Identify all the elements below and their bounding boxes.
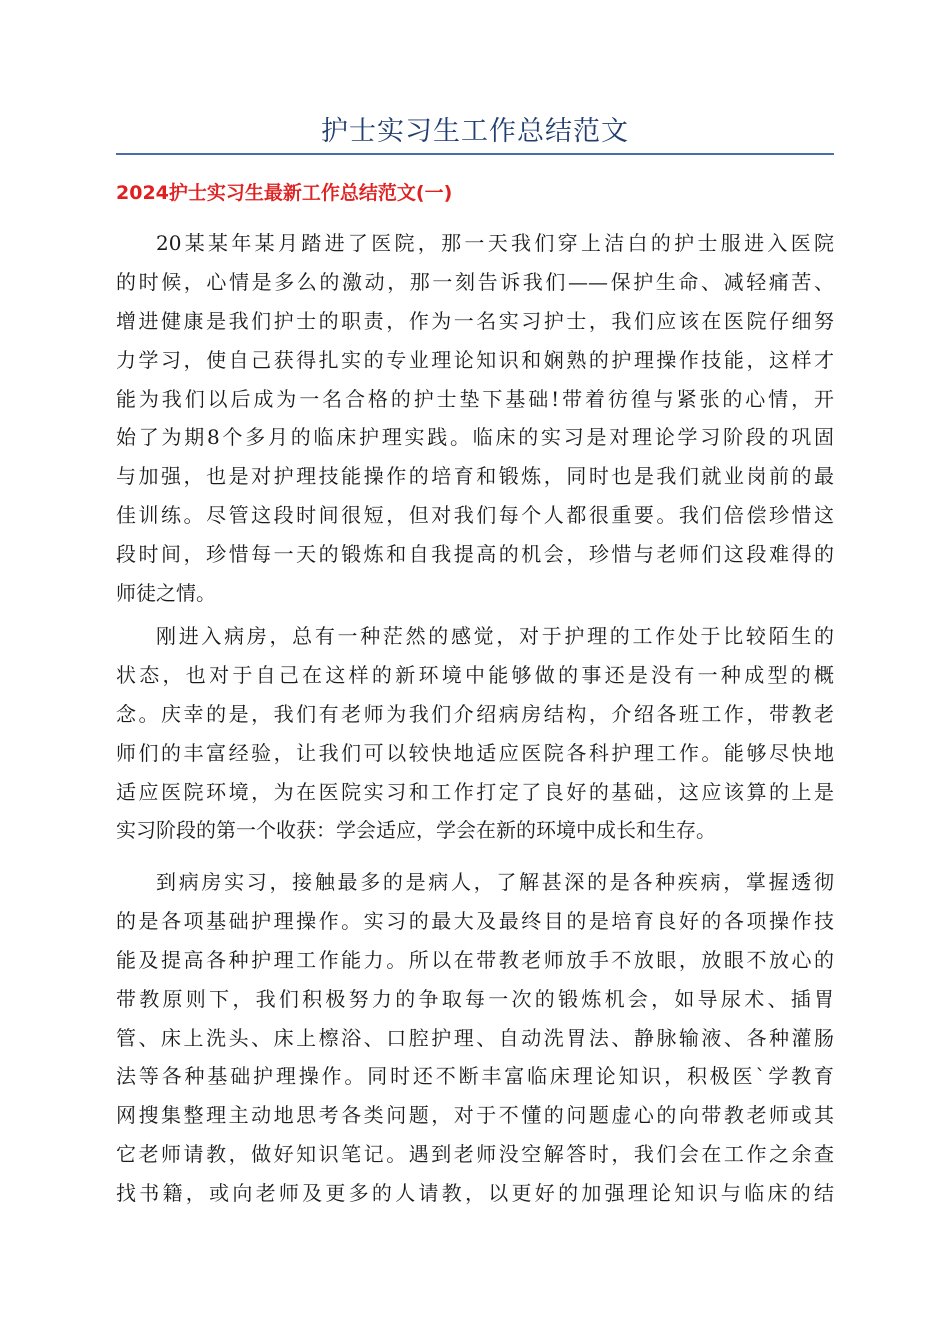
paragraph-line: 与加强，也是对护理技能操作的培育和锻炼，同时也是我们就业岗前的最	[116, 464, 834, 489]
paragraph-line: 到病房实习，接触最多的是病人，了解甚深的是各种疾病，掌握透彻	[156, 870, 834, 894]
paragraph-line: 段时间，珍惜每一天的锻炼和自我提高的机会，珍惜与老师们这段难得的	[116, 542, 834, 567]
paragraph-line: 找书籍，或向老师及更多的人请教，以更好的加强理论知识与临床的结	[116, 1181, 834, 1206]
paragraph-line: 刚进入病房，总有一种茫然的感觉，对于护理的工作处于比较陌生的	[156, 624, 834, 648]
paragraph-line: 网搜集整理主动地思考各类问题，对于不懂的问题虚心的向带教老师或其	[116, 1103, 834, 1128]
paragraph-line: 它老师请教，做好知识笔记。遇到老师没空解答时，我们会在工作之余查	[116, 1142, 834, 1167]
paragraph-line: 力学习，使自己获得扎实的专业理论知识和娴熟的护理操作技能，这样才	[116, 347, 834, 372]
paragraph-line: 实习阶段的第一个收获：学会适应，学会在新的环境中成长和生存。	[116, 818, 716, 843]
paragraph-line: 适应医院环境，为在医院实习和工作打定了良好的基础，这应该算的上是	[116, 779, 834, 804]
paragraph-line: 能及提高各种护理工作能力。所以在带教老师放手不放眼，放眼不放心的	[116, 947, 834, 972]
paragraph-line: 的时候，心情是多么的激动，那一刻告诉我们——保护生命、减轻痛苦、	[116, 269, 834, 294]
paragraph-line: 师徒之情。	[116, 581, 216, 606]
paragraph-line: 念。庆幸的是，我们有老师为我们介绍病房结构，介绍各班工作，带教老	[116, 701, 834, 726]
paragraph-line: 师们的丰富经验，让我们可以较快地适应医院各科护理工作。能够尽快地	[116, 740, 834, 765]
paragraph-2	[116, 617, 834, 850]
paragraph-line: 状态，也对于自己在这样的新环境中能够做的事还是没有一种成型的概	[116, 662, 834, 687]
paragraph-line: 20某某年某月踏进了医院，那一天我们穿上洁白的护士服进入医院	[156, 231, 834, 255]
section-heading: 2024护士实习生最新工作总结范文(一)	[116, 182, 453, 204]
paragraph-line: 法等各种基础护理操作。同时还不断丰富临床理论知识，积极医`学教育	[116, 1064, 834, 1089]
paragraph-line: 的是各项基础护理操作。实习的最大及最终目的是培育良好的各项操作技	[116, 908, 834, 933]
title-divider	[116, 153, 834, 155]
paragraph-line: 增进健康是我们护士的职责，作为一名实习护士，我们应该在医院仔细努	[116, 308, 834, 333]
paragraph-1	[116, 224, 834, 613]
paragraph-3	[116, 863, 834, 1213]
paragraph-line: 管、床上洗头、床上檫浴、口腔护理、自动洗胃法、静脉输液、各种灌肠	[116, 1025, 834, 1050]
paragraph-line: 能为我们以后成为一名合格的护士垫下基础!带着彷徨与紧张的心情，开	[116, 386, 834, 411]
paragraph-line: 佳训练。尽管这段时间很短，但对我们每个人都很重要。我们倍偿珍惜这	[116, 503, 834, 528]
paragraph-line: 始了为期8个多月的临床护理实践。临床的实习是对理论学习阶段的巩固	[116, 425, 834, 450]
document-title: 护士实习生工作总结范文	[321, 116, 629, 147]
paragraph-line: 带教原则下，我们积极努力的争取每一次的锻炼机会，如导尿术、插胃	[116, 986, 834, 1011]
